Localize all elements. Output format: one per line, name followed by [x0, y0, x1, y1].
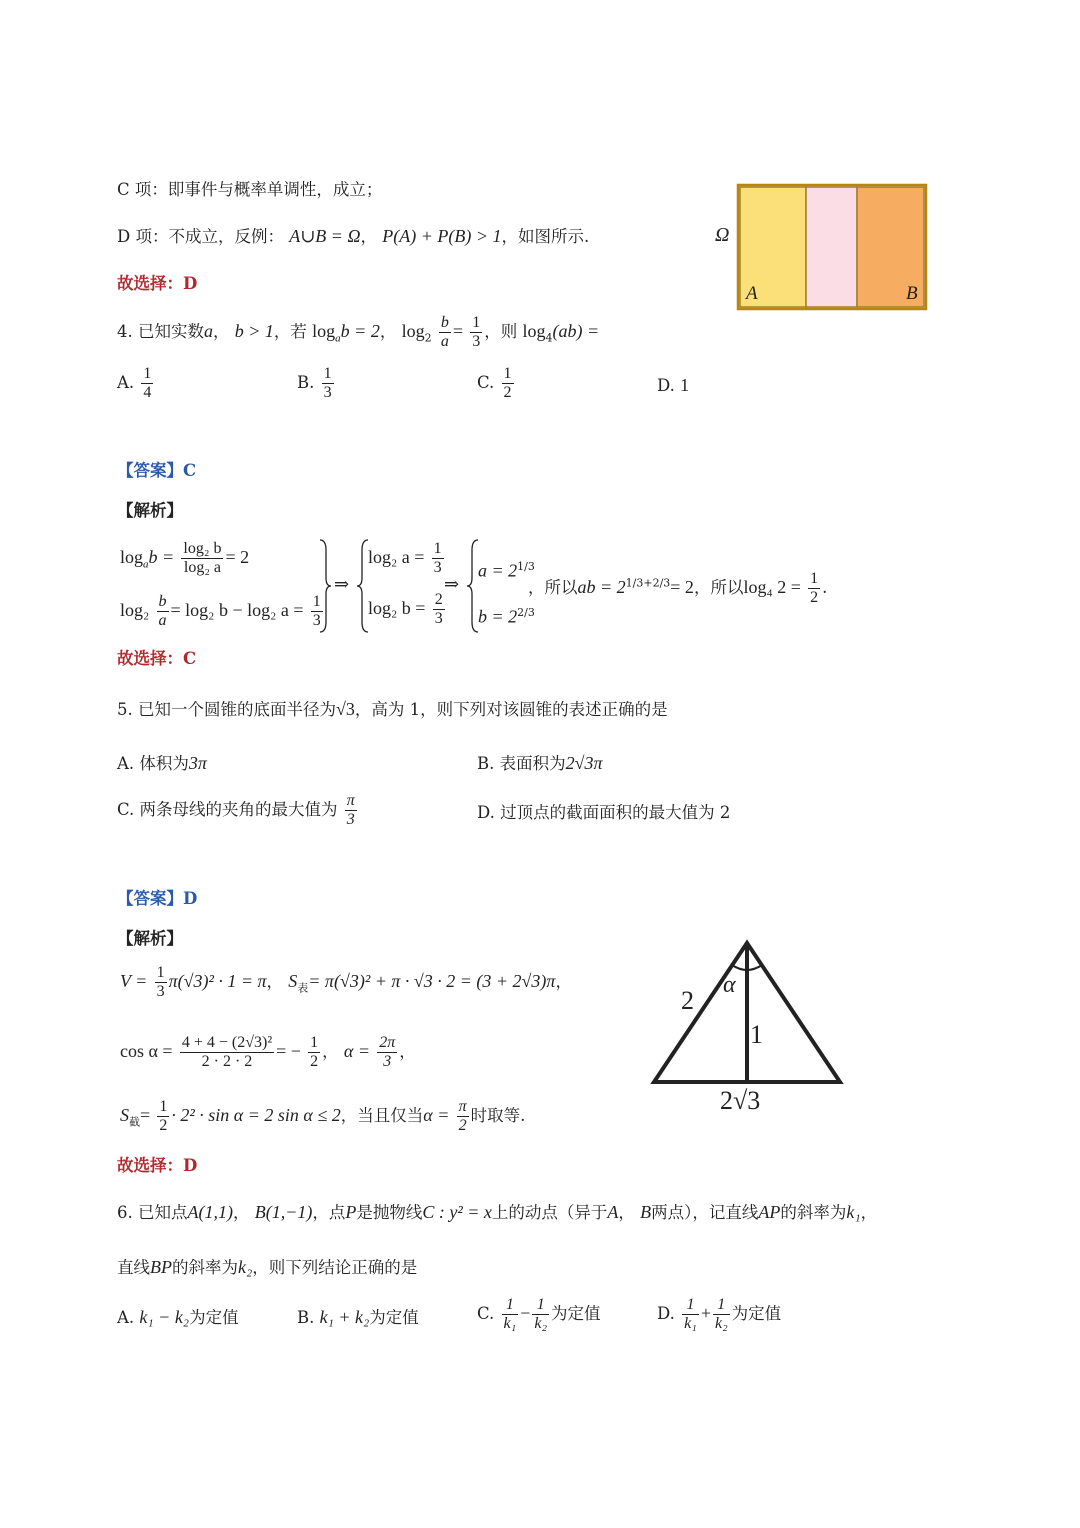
q4-answer-line	[117, 460, 196, 482]
q5-number: 5.	[117, 700, 133, 719]
q4-given-1-log: log	[312, 321, 336, 341]
q5-sol-line-1: V = $\frac{1}{3}$ π(√3)² · 1 = π， $S_表= \pi(√3)^2 + \pi \cdot √3 \cdot 2 = (3 + 2√3)\pi$，	[120, 964, 572, 1000]
triangle-height-label: 1	[750, 1020, 763, 1049]
q4-answer-tag: 【答案】	[117, 461, 183, 480]
q6-option-a: A. k₁ − k₂为定值	[117, 1307, 239, 1327]
q5-option-b: B. 表面积为2√3π	[477, 753, 603, 773]
venn-overlap-region	[806, 187, 857, 307]
q5-choice-line	[117, 1155, 197, 1177]
q3-choice-prefix: 故选择：	[117, 274, 183, 293]
q4-choice-line	[117, 648, 196, 670]
q4-cond-b: b > 1	[234, 321, 274, 341]
q5-option-d: D. 过顶点的截面面积的最大值为 2	[477, 803, 731, 822]
q4-sol-line-2: log₂ $\frac{b}{a}$ = log₂ b − log₂ a = $\frac{1}{3}$	[120, 593, 321, 629]
q4-given-2-log: log	[401, 321, 425, 341]
q4-choice-prefix: 故选择：	[117, 649, 183, 668]
q6-stem-line-2: 直线BP的斜率为k₂，则下列结论正确的是	[117, 1257, 418, 1277]
q4-sol-arrow-1: ⇒	[334, 574, 350, 594]
venn-omega-label: Ω	[715, 224, 730, 246]
q4-sol-arrow-2: ⇒	[444, 574, 460, 594]
q5-stem	[117, 698, 668, 721]
q4-sol-tail: ，所以ab = $2^{1/3+2/3}= 2$，所以log₄ 2 = $\frac{1}{2}$ .	[528, 570, 828, 606]
q3-choice-answer: D	[183, 274, 198, 293]
q6-option-c: C. $\frac{1}{\text{k₁}}$ − $\frac{1}{\text{k₂}}$ 为定值	[477, 1296, 601, 1332]
q4-var-a: a	[204, 321, 213, 341]
venn-label-b: B	[906, 283, 918, 304]
q5-stem-text-1: 已知一个圆锥的底面半径为	[138, 700, 336, 719]
q4-sol-right-brace	[318, 538, 332, 634]
q4-ask-base: 4	[545, 331, 553, 345]
q4-option-a: A. $\frac{1}{4}$	[117, 365, 152, 401]
q4-option-b: B. $\frac{1}{3}$	[297, 365, 332, 401]
q5-analysis-tag: 【解析】	[117, 929, 183, 948]
q4-sol-mid-1: log₂ a = $\frac{1}{3}$	[368, 540, 442, 576]
q4-given-2-eq: =	[452, 321, 463, 341]
q4-analysis-tag: 【解析】	[117, 501, 183, 520]
q4-stem-text-2: ，若	[273, 322, 307, 341]
q4-ask-tail: (ab) =	[552, 321, 600, 341]
q4-ask-log: log	[522, 321, 546, 341]
q4-given-2-frac: $\frac{b}{a}$	[440, 314, 449, 350]
q4-given-1-tail: b = 2	[340, 321, 380, 341]
q5-choice-answer: D	[183, 1156, 198, 1175]
q4-given-2-base: 2	[424, 331, 432, 345]
q4-number: 4.	[117, 322, 133, 341]
triangle-side-label: 2	[681, 986, 694, 1015]
q5-sol-line-3: $S_截=$ $\frac{1}{2}$ · 2² · sin α = 2 sin α ≤ 2，当且仅当α = $\frac{\pi}{2}$ 时取等.	[120, 1098, 526, 1134]
q4-sol-right-2: $b = 2^{2/3}$	[478, 606, 535, 627]
q5-radius: √3	[336, 699, 355, 719]
q5-answer-value: D	[183, 889, 198, 908]
q3-d-formula-union: A∪B = Ω	[289, 226, 361, 246]
cone-section-triangle	[648, 935, 848, 1090]
q3-option-d-line: D 项：不成立，反例： A∪B = Ω， P(A) + P(B) > 1，如图所示.	[117, 226, 590, 246]
q4-given-1-base: a	[335, 332, 341, 345]
q4-sol-mid-2: log₂ b = $\frac{2}{3}$	[368, 591, 443, 627]
triangle-base-label: 2√3	[720, 1086, 761, 1115]
venn-diagram	[736, 183, 928, 311]
q4-option-d: D. 1	[657, 375, 690, 395]
q6-option-d: D. $\frac{1}{\text{k₁}}$ + $\frac{1}{\text{k₂}}$ 为定值	[657, 1296, 782, 1332]
q3-option-c-text: C 项：即事件与概率单调性，成立；	[117, 180, 383, 199]
q5-answer-line	[117, 888, 197, 910]
q5-choice-prefix: 故选择：	[117, 1156, 183, 1175]
q4-stem-text-3: ，则	[484, 322, 518, 341]
venn-label-a: A	[746, 283, 758, 304]
q3-d-suffix: ，如图所示.	[501, 227, 590, 246]
q6-stem-line-1: 6. 已知点A(1,1)， B(1,−1)，点P是抛物线C : y² = x上的动点（异于A， B两点），记直线AP的斜率为k₁，	[117, 1202, 878, 1222]
q5-option-c: C. 两条母线的夹角的最大值为 $\frac{\pi}{3}$	[117, 792, 355, 828]
q4-sol-line-1: $\log_ab$ = $\frac{\text{log₂ b}}{\text{log₂ a}}$ = 2	[120, 540, 250, 576]
q3-choice-line	[117, 273, 197, 295]
q5-answer-tag: 【答案】	[117, 889, 183, 908]
q5-stem-text-2: ，高为 1，则下列对该圆锥的表述正确的是	[354, 700, 668, 719]
q6-option-b: B. k₁ + k₂为定值	[297, 1307, 419, 1327]
q3-d-prefix: D 项：不成立，反例：	[117, 227, 284, 246]
q4-stem-text-1: 已知实数	[138, 322, 204, 341]
q4-option-c: C. $\frac{1}{2}$	[477, 365, 512, 401]
q5-option-a: A. 体积为3π	[117, 753, 207, 773]
q4-answer-value: C	[183, 461, 197, 480]
q4-stem-sep: ，	[213, 322, 230, 341]
q3-d-formula-prob: P(A) + P(B) > 1	[382, 226, 502, 246]
q5-sol-line-2: cos α = $\frac{\text{4 + 4 − (2√3)²}}{2 \cdot 2 \cdot 2}$ = − $\frac{1}{2}$ ， α = $\frac{2\pi}{3}$ ，	[120, 1034, 416, 1070]
q4-stem: 4. 已知实数a， b > 1，若 $\log_ab = 2$， $\log_2$ $\frac{b}{a}$ = $\frac{1}{3}$ ，则 $\log_4(ab)$ =	[117, 314, 600, 350]
triangle-angle-label: α	[723, 972, 736, 998]
q4-sol-right-1: $a = 2^{1/3}$	[478, 560, 535, 581]
q4-given-2-rhs: $\frac{1}{3}$	[472, 314, 481, 350]
q4-choice-answer: C	[183, 649, 197, 668]
